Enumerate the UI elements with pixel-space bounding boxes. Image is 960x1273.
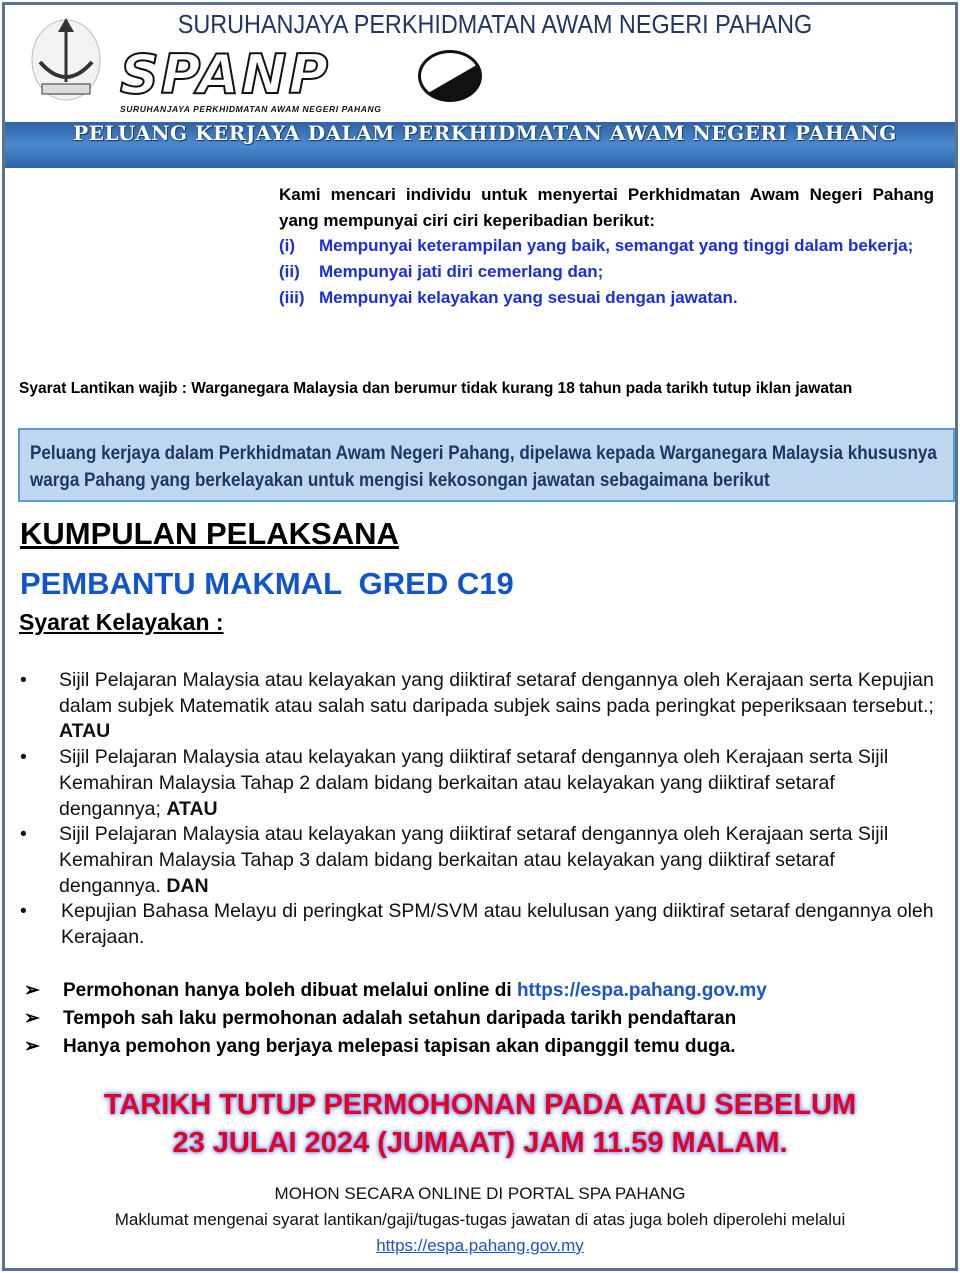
logo-subtitle: SURUHANJAYA PERKHIDMATAN AWAM NEGERI PAHANG (120, 104, 382, 114)
position-title: PEMBANTU MAKMAL GRED C19 (20, 566, 514, 601)
qualifications-heading: Syarat Kelayakan : (19, 609, 224, 635)
group-heading: KUMPULAN PELAKSANA (20, 516, 399, 551)
item-num: (iii) (279, 287, 305, 307)
note-text: Tempoh sah laku permohonan adalah setahun daripada tarikh pendaftaran (63, 1008, 737, 1029)
intro-section (279, 182, 934, 311)
note-text: Hanya pemohon yang berjaya melepasi tapisan akan dipanggil temu duga. (63, 1036, 736, 1057)
closing-date (0, 1086, 960, 1162)
appointment-requirement: Syarat Lantikan wajib : Warganegara Malaysia dan berumur tidak kurang 18 tahun pada tarikh tutup iklan jawatan (19, 380, 853, 397)
pahang-emblem-icon (28, 12, 104, 104)
closing-line: 23 JULAI 2024 (JUMAAT) JAM 11.59 MALAM. (172, 1127, 788, 1159)
note-item (24, 1005, 944, 1033)
item-conjunction: ATAU (59, 720, 111, 743)
item-num: (ii) (279, 262, 300, 282)
banner-title: PELUANG KERJAYA DALAM PERKHIDMATAN AWAM NEGERI PAHANG (73, 121, 897, 145)
list-item: • Sijil Pelajaran Malaysia atau kelayakan yang diiktiraf setaraf dengannya oleh Kerajaan serta Sijil Kemahiran Malaysia Tahap 3 dalam bidang berkaitan atau kelayakan yang diiktiraf setaraf dengannya. DAN (20, 823, 889, 897)
org-name: SURUHANJAYA PERKHIDMATAN AWAM NEGERI PAHANG (177, 9, 813, 39)
list-item: • Kepujian Bahasa Melayu di peringkat SPM/SVM atau kelulusan yang diiktiraf setaraf dengannya oleh Kerajaan. (20, 900, 934, 949)
spanp-logo: SPANP (120, 43, 331, 106)
footer-link[interactable]: https://espa.pahang.gov.my (376, 1236, 584, 1255)
item-text: Mempunyai keterampilan yang baik, semangat yang tinggi dalam bekerja; (319, 236, 914, 256)
item-text: Mempunyai jati diri cemerlang dan; (319, 262, 604, 282)
arrow-bullet-icon: ➢ (24, 1036, 40, 1057)
item-text: Kepujian Bahasa Melayu di peringkat SPM/SVM atau kelulusan yang diiktiraf setaraf dengannya oleh Kerajaan. (61, 900, 934, 949)
intro-item (279, 259, 934, 285)
intro-item (279, 233, 934, 259)
list-item: • Sijil Pelajaran Malaysia atau kelayakan yang diiktiraf setaraf dengannya oleh Kerajaan serta Kepujian dalam subjek Matematik atau salah satu daripada subjek sains pada peringkat peperiksaan tersebut.; ATAU (20, 669, 934, 743)
note-text: Permohonan hanya boleh dibuat melalui online di (63, 980, 517, 1001)
item-text: Sijil Pelajaran Malaysia atau kelayakan yang diiktiraf setaraf dengannya oleh Kerajaan serta Kepujian dalam subjek Matematik atau salah satu daripada subjek sains pada peringkat peperiksaan tersebut.; (59, 669, 934, 717)
intro-lead: Kami mencari individu untuk menyertai Perkhidmatan Awam Negeri Pahang yang mempunyai ciri ciri keperibadian berikut: (279, 185, 934, 230)
arrow-bullet-icon: ➢ (24, 1008, 40, 1029)
item-num: (i) (279, 236, 296, 256)
logo-emblem-icon (418, 50, 482, 102)
note-item (24, 1033, 944, 1061)
qualifications-list (20, 668, 940, 951)
item-text: Mempunyai kelayakan yang sesuai dengan jawatan. (319, 287, 738, 307)
arrow-bullet-icon: ➢ (24, 980, 40, 1001)
footer (0, 1181, 960, 1259)
espa-link[interactable]: https://espa.pahang.gov.my (516, 980, 767, 1001)
notice-box (18, 428, 955, 502)
note-item (24, 977, 944, 1005)
item-text: Sijil Pelajaran Malaysia atau kelayakan yang diiktiraf setaraf dengannya oleh Kerajaan serta Sijil Kemahiran Malaysia Tahap 3 dalam bidang berkaitan atau kelayakan yang diiktiraf setaraf dengannya. (59, 823, 889, 897)
notice-text: Peluang kerjaya dalam Perkhidmatan Awam Negeri Pahang, dipelawa kepada Warganegara Malaysia khususnya warga Pahang yang berkelayakan untuk mengisi kekosongan jawatan sebagaimana berikut (30, 442, 937, 491)
item-conjunction: DAN (166, 874, 209, 897)
list-item: • Sijil Pelajaran Malaysia atau kelayakan yang diiktiraf setaraf dengannya oleh Kerajaan serta Sijil Kemahiran Malaysia Tahap 2 dalam bidang berkaitan atau kelayakan yang diiktiraf setaraf dengannya; ATAU (20, 746, 889, 820)
intro-item (279, 285, 934, 311)
footer-line: Maklumat mengenai syarat lantikan/gaji/tugas-tugas jawatan di atas juga boleh diperolehi melalui (114, 1210, 846, 1229)
item-conjunction: ATAU (166, 797, 218, 820)
notes-list (24, 977, 944, 1061)
footer-line: MOHON SECARA ONLINE DI PORTAL SPA PAHANG (274, 1184, 686, 1203)
item-text: Sijil Pelajaran Malaysia atau kelayakan yang diiktiraf setaraf dengannya oleh Kerajaan serta Sijil Kemahiran Malaysia Tahap 2 dalam bidang berkaitan atau kelayakan yang diiktiraf setaraf dengannya; (59, 746, 889, 820)
closing-line: TARIKH TUTUP PERMOHONAN PADA ATAU SEBELUM (103, 1089, 857, 1121)
